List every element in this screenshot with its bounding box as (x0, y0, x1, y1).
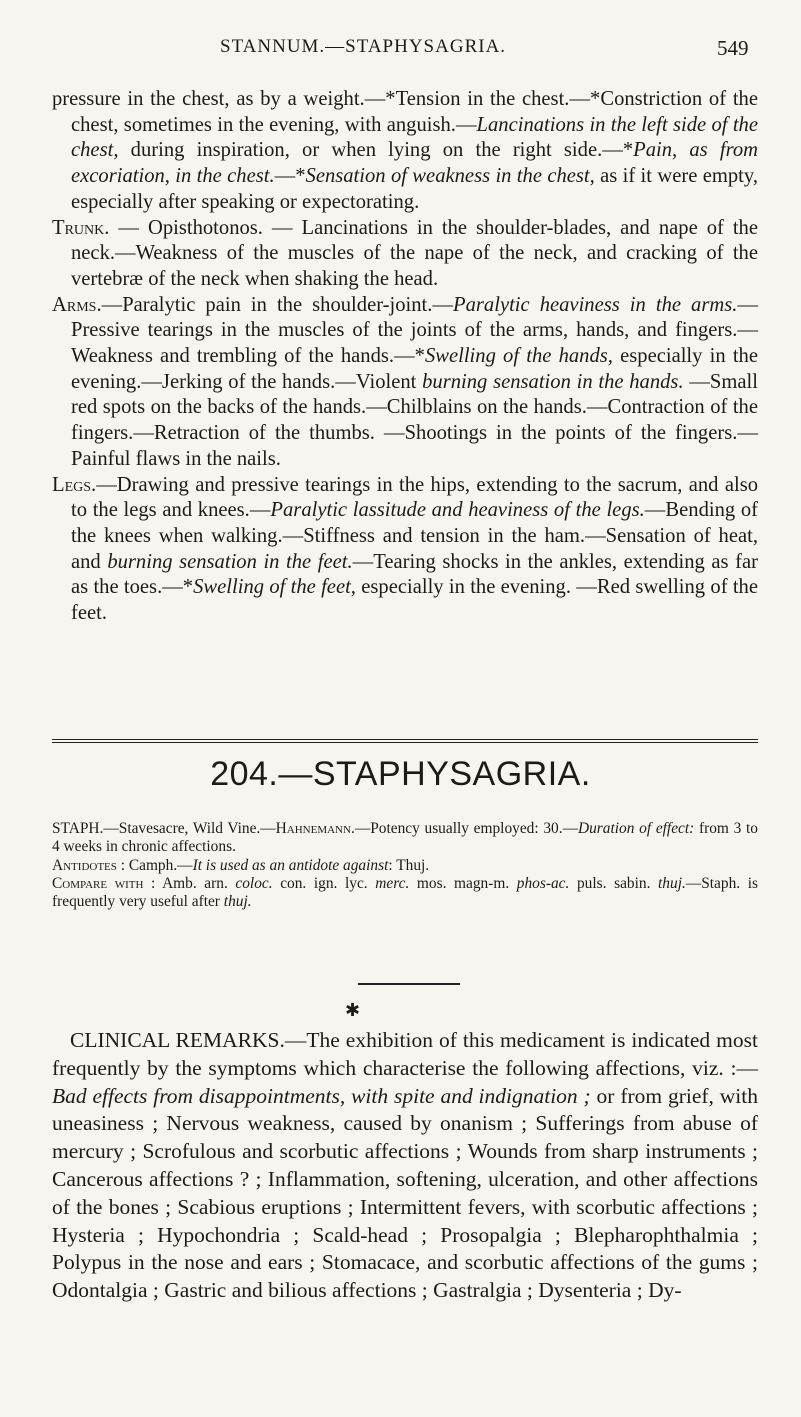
text-run: Pain, as from excoriation, in the chest. (71, 139, 758, 188)
clinical-remarks (52, 1027, 758, 1305)
text-run: —Staph. is frequently very useful after (52, 874, 758, 911)
text-run: — Opisthotonos. — Lancinations in the shoulder-blades, and nape of the neck.—Weakness of the muscles of the nape of the neck, and cracking of the vertebræ of the neck when shaking the head. (71, 216, 758, 290)
text-run: CLINICAL REMARKS.—The exhibition of this medicament is indicated most frequently by the symptoms which characterise the following affections, viz. :— (52, 1028, 758, 1080)
section-divider-top (52, 739, 758, 740)
text-run: coloc. (235, 874, 273, 892)
text-run: from 3 to 4 weeks in chronic affections. (52, 820, 758, 856)
text-run: especially in the evening.—Jerking of the hands.—Violent (71, 345, 758, 393)
text-run: Paralytic lassitude and heaviness of the legs. (270, 499, 645, 522)
arms-symptoms (52, 293, 758, 473)
text-run: during inspiration, or when lying on the right side.—* (118, 139, 634, 162)
text-run: thuj. (658, 874, 686, 892)
trunk-symptoms (52, 216, 758, 293)
chest-symptoms (52, 87, 758, 216)
page-number: 549 (717, 36, 749, 60)
text-run: Sensation of weakness in the chest, (305, 165, 595, 188)
text-run: —Drawing and pressive tearings in the hips, extending to the sacrum, and also to the legs and knees.— (71, 473, 758, 522)
text-run: as if it were empty, especially after speaking or expectorating. (71, 165, 758, 213)
text-run: STAPH.—Stavesacre, Wild Vine.— (52, 820, 276, 837)
text-run: —* (274, 165, 306, 188)
text-run: Legs. (52, 473, 97, 496)
asterisk-ornament-icon: ✱ (345, 1000, 361, 1020)
text-run: Swelling of the feet, (193, 576, 356, 599)
text-run: Antidotes (52, 856, 117, 874)
text-run: phos-ac. (516, 874, 570, 892)
clinical-remarks-text (52, 1027, 758, 1305)
text-run: —Tearing shocks in the ankles, extending as far as the toes.—* (71, 550, 758, 599)
staph-description (52, 820, 758, 857)
text-run: Bad effects from disappointments, with spite and indignation ; (52, 1083, 591, 1108)
text-run: : Camph.— (116, 856, 193, 874)
text-run: Paralytic heaviness in the arms. (453, 293, 738, 316)
text-run: Duration of effect: (577, 820, 695, 837)
stannum-symptoms (52, 87, 758, 627)
text-run: It is used as an antidote against (192, 856, 389, 874)
legs-symptoms (52, 473, 758, 627)
text-run: pressure in the chest, as by a weight.—*Tension in the chest.—*Constriction of the chest, sometimes in the evening, with anguish.— (52, 88, 758, 136)
section-divider-bottom (52, 742, 758, 743)
section-title: 204.—STAPHYSAGRIA. (210, 755, 591, 793)
text-run: Trunk. (52, 216, 110, 239)
compare-with (52, 875, 758, 912)
antidotes (52, 857, 758, 875)
text-run: mos. magn-m. (409, 874, 517, 892)
running-title: STANNUM.—STAPHYSAGRIA. (220, 36, 507, 57)
text-run: especially in the evening. —Red swelling of the feet. (71, 576, 758, 625)
text-run: Swelling of the hands, (424, 345, 613, 368)
text-run: or from grief, with uneasiness ; Nervous weakness, caused by onanism ; Sufferings from abuse of mercury ; Scrofulous and scorbutic affections ; Wounds from sharp instruments ; Cancerous affections ? ; Inflammation, softening, ulceration, and other affections of the bones ; Scabious eruptions ; Intermittent fevers, with scorbutic affections ; Hysteria ; Hypochondria ; Scald-head ; Prosopalgia ; Blepharophthalmia ; Polypus in the nose and ears ; Stomacace, and scorbutic affections of the gums ; Odontalgia ; Gastric and bilious affections ; Gastralgia ; Dysenteria ; Dy- (52, 1083, 758, 1303)
text-run: —Potency usually employed: 30.— (354, 820, 578, 837)
short-rule (358, 983, 460, 985)
text-run: Lancinations in the left side of the chest, (71, 113, 758, 162)
text-run: : Thuj. (388, 856, 430, 874)
text-run: merc. (375, 874, 410, 892)
text-run: puls. sabin. (569, 874, 659, 892)
text-run: : Amb. arn. (143, 874, 236, 892)
text-run: Hahnemann. (275, 820, 355, 837)
text-run: Arms. (52, 293, 102, 316)
text-run: —Bending of the knees when walking.—Stiffness and tension in the ham.—Sensation of heat, and (71, 499, 759, 573)
text-run: Compare with (52, 874, 144, 892)
text-run: —Paralytic pain in the shoulder-joint.— (101, 293, 454, 316)
text-run: burning sensation in the feet. (107, 550, 353, 573)
text-run: —Pressive tearings in the muscles of the joints of the arms, hands, and fingers.—Weakness and trembling of the hands.—* (71, 293, 758, 368)
text-run: thuj. (223, 893, 252, 911)
remedy-summary (52, 820, 758, 911)
text-run: burning sensation in the hands. (422, 370, 684, 393)
text-run: con. ign. lyc. (272, 874, 376, 892)
text-run: —Small red spots on the backs of the hands.—Chilblains on the hands.—Contraction of the fingers.—Retraction of the thumbs. —Shootings in the points of the fingers.—Painful flaws in the nails. (71, 370, 758, 470)
